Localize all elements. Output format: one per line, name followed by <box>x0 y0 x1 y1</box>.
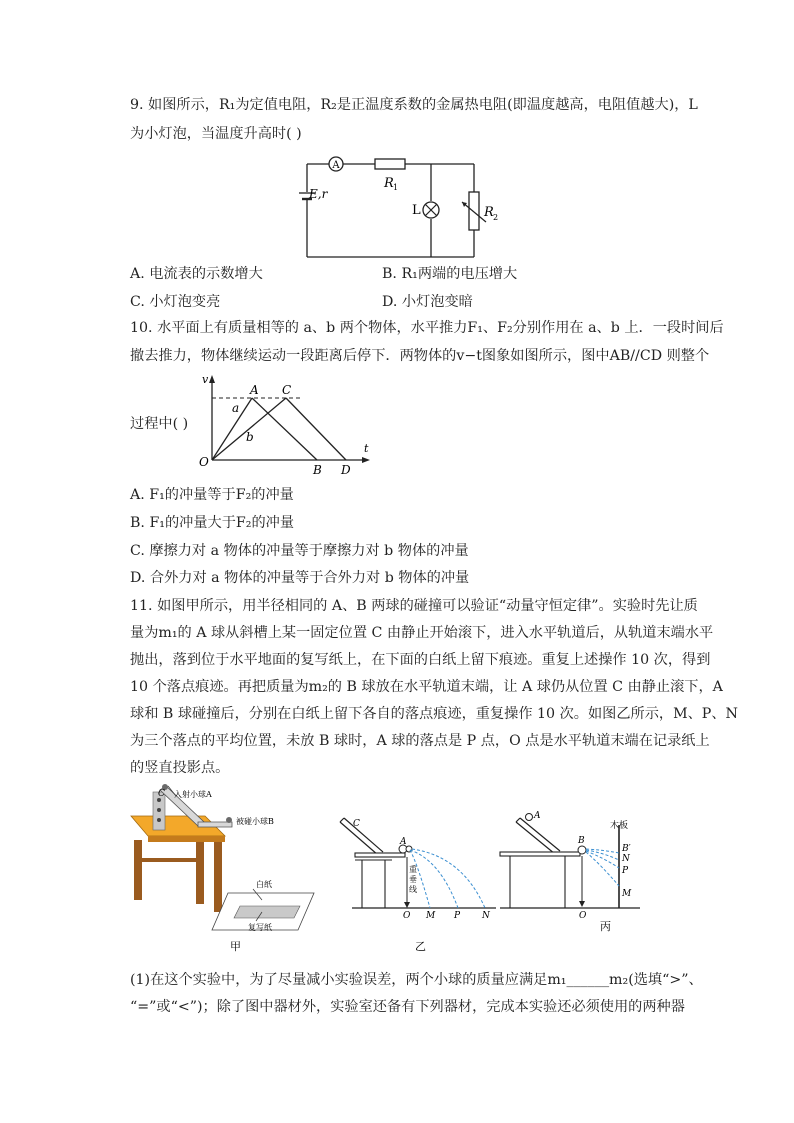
bing-m-label: M <box>622 889 632 899</box>
vt-curve-b-label: b <box>246 430 254 444</box>
bing-n-label: N <box>622 854 630 864</box>
lamp-label: L <box>412 203 421 218</box>
yi-plumb-2: 垂 <box>409 875 417 884</box>
q11-stem-line5: 球和 B 球碰撞后，分别在白纸上留下各自的落点痕迹，重复操作 10 次。如图乙所示，M、P、N <box>130 706 738 722</box>
q10-stem-line2: 撤去推力，物体继续运动一段距离后停下．两物体的v−t图象如图所示，图中AB//CD 则整个 <box>130 348 710 364</box>
r2-sub: 2 <box>493 213 499 222</box>
vt-point-d-label: D <box>341 463 351 477</box>
vt-point-c-label: C <box>282 383 292 397</box>
q10-option-c: C. 摩擦力对 a 物体的冲量等于摩擦力对 b 物体的冲量 <box>130 543 469 559</box>
vt-t-label: t <box>364 442 369 455</box>
bing-caption: 丙 <box>600 920 611 933</box>
q11-stem-line3: 抛出，落到位于水平地面的复写纸上，在下面的白纸上留下痕迹。重复上述操作 10 次，得到 <box>130 652 711 668</box>
jia-caption: 甲 <box>230 940 241 953</box>
q10-option-b: B. F₁的冲量大于F₂的冲量 <box>130 515 295 531</box>
q11-stem-line6: 为三个落点的平均位置，未放 B 球时，A 球的落点是 P 点，O 点是水平轨道末端在记录纸上 <box>130 733 710 749</box>
q9-option-b: B. R₁两端的电压增大 <box>382 266 518 282</box>
yi-o-label: O <box>403 911 411 921</box>
vt-curve-a-label: a <box>232 401 240 415</box>
jia-c-label: C <box>158 789 165 799</box>
q10-stem-line3: 过程中( ) <box>130 416 189 432</box>
q10-stem-line1: 10. 水平面上有质量相等的 a、b 两个物体，水平推力F₁、F₂分别作用在 a、b 上．一段时间后 <box>130 320 724 336</box>
q11-stem-line2: 量为m₁的 A 球从斜槽上某一固定位置 C 由静止开始滚下，进入水平轨道后，从轨道末端水平 <box>130 625 714 641</box>
vt-origin-label: O <box>199 455 209 469</box>
q11-stem-line1: 11. 如图甲所示，用半径相同的 A、B 两球的碰撞可以验证“动量守恒定律”。实验时先让质 <box>130 598 698 614</box>
r1-label: R <box>384 176 394 191</box>
q9-option-c: C. 小灯泡变亮 <box>130 294 221 310</box>
q9-option-a: A. 电流表的示数增大 <box>130 266 263 282</box>
vt-point-a-label: A <box>250 383 259 397</box>
jia-carbon-paper-label: 复写纸 <box>248 923 272 932</box>
bing-o-label: O <box>579 911 587 921</box>
vt-v-label: v <box>202 373 209 386</box>
r2-label: R <box>484 205 494 220</box>
bing-b2-label: B′ <box>622 844 631 854</box>
q11-sub1-line1: (1)在这个实验中，为了尽量减小实验误差，两个小球的质量应满足m₁______m₂(选填“>”、 <box>130 972 703 988</box>
q9-stem-line1: 9. 如图所示，R₁为定值电阻，R₂是正温度系数的金属热电阻(即温度越高，电阻值越大)，L <box>130 97 698 113</box>
yi-plumb-3: 线 <box>409 885 417 894</box>
q11-stem-line7: 的竖直投影点。 <box>130 760 230 776</box>
bing-a-label: A <box>534 811 541 821</box>
q11-stem-line4: 10 个落点痕迹。再把质量为m₂的 B 球放在水平轨道末端，让 A 球仍从位置 C 由静止滚下，A <box>130 679 723 695</box>
q11-sub1-line2: “=”或“<”)；除了图中器材外，实验室还备有下列器材，完成本实验还必须使用的两种器 <box>130 999 685 1015</box>
jia-white-paper-label: 白纸 <box>256 880 272 889</box>
yi-m-label: M <box>426 911 436 921</box>
yi-n-label: N <box>482 911 490 921</box>
bing-p-label: P <box>622 866 629 876</box>
jia-ball-b-label: 被碰小球B <box>236 817 274 826</box>
q9-stem-line2: 为小灯泡，当温度升高时( ) <box>130 126 302 142</box>
yi-caption: 乙 <box>415 940 426 953</box>
source-label: E,r <box>309 187 328 201</box>
jia-ball-a-label: 入射小球A <box>174 790 212 799</box>
bing-b-label: B <box>578 836 585 846</box>
yi-c-label: C <box>353 819 360 829</box>
ammeter-label: A <box>332 160 340 171</box>
yi-plumb-1: 重 <box>409 865 417 874</box>
yi-p-label: P <box>454 911 461 921</box>
q10-option-a: A. F₁的冲量等于F₂的冲量 <box>130 487 294 503</box>
bing-board-label: 木板 <box>610 821 629 831</box>
q9-option-d: D. 小灯泡变暗 <box>382 294 473 310</box>
r1-sub: 1 <box>393 183 399 192</box>
vt-point-b-label: B <box>313 463 322 477</box>
yi-a-label: A <box>400 837 407 847</box>
q10-option-d: D. 合外力对 a 物体的冲量等于合外力对 b 物体的冲量 <box>130 570 470 586</box>
